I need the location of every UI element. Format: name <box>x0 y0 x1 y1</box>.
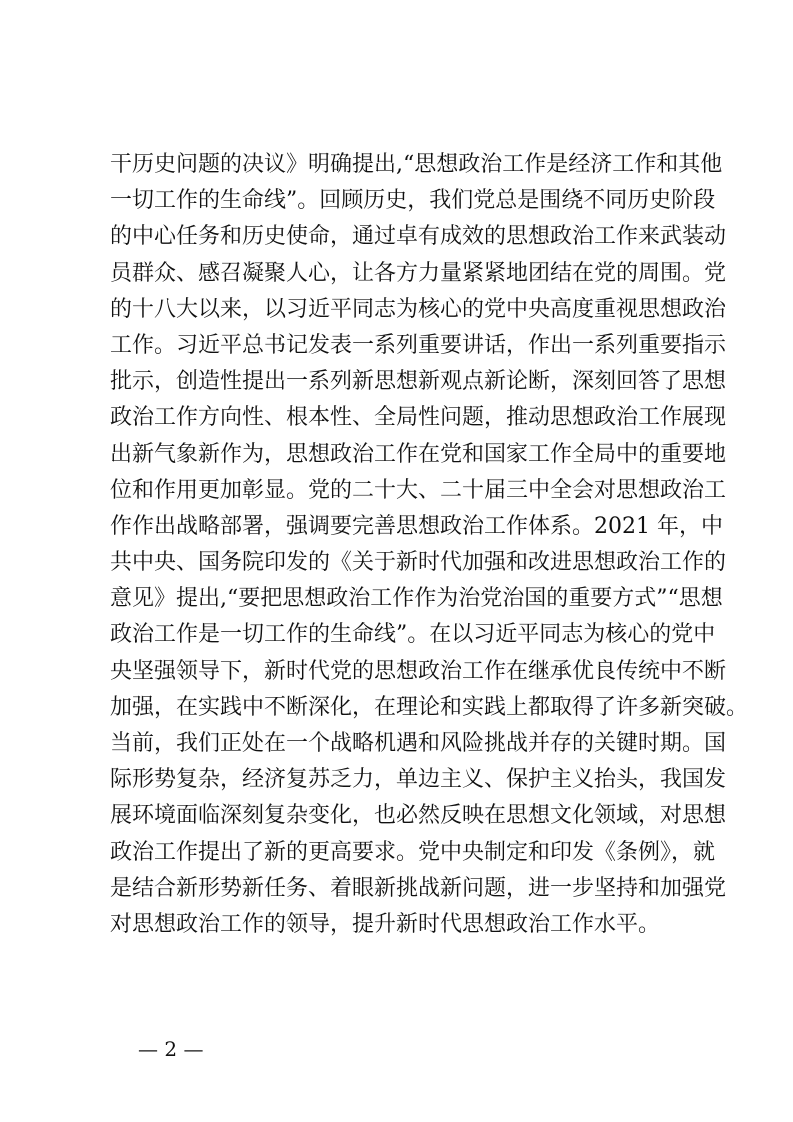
text-line: 意见》提出,“要把思想政治工作作为治党治国的重要方式”“思想 <box>110 586 723 612</box>
text-line: 加强，在实践中不断深化，在理论和实践上都取得了许多新突破。 <box>110 694 749 720</box>
text-line: 对思想政治工作的领导，提升新时代思想政治工作水平。 <box>110 911 661 937</box>
text-line: 央坚强领导下，新时代党的思想政治工作在继承优良传统中不断 <box>110 658 727 684</box>
text-line: 位和作用更加彰显。党的二十大、二十届三中全会对思想政治工 <box>110 477 727 503</box>
text-line: 工作。习近平总书记发表一系列重要讲话，作出一系列重要指示 <box>110 332 727 358</box>
text-line: 是结合新形势新任务、着眼新挑战新问题，进一步坚持和加强党 <box>110 875 727 901</box>
text-line: 展环境面临深刻复杂变化，也必然反映在思想文化领域，对思想 <box>110 803 727 829</box>
text-line: 员群众、感召凝聚人心，让各方力量紧紧地团结在党的周围。党 <box>110 260 727 286</box>
text-line: 的十八大以来，以习近平同志为核心的党中央高度重视思想政治 <box>110 296 727 322</box>
text-line: 政治工作是一切工作的生命线”。在以习近平同志为核心的党中 <box>110 622 716 648</box>
text-line: 政治工作方向性、根本性、全局性问题，推动思想政治工作展现 <box>110 405 727 431</box>
text-line: 当前，我们正处在一个战略机遇和风险挑战并存的关键时期。国 <box>110 731 727 756</box>
body-paragraph <box>110 147 749 943</box>
text-line: 作作出战略部署，强调要完善思想政治工作体系。2021 年，中 <box>110 513 723 539</box>
text-line: 的中心任务和历史使命，通过卓有成效的思想政治工作来武装动 <box>110 224 727 250</box>
page-number: — 2 — <box>138 1037 204 1061</box>
text-line: 际形势复杂，经济复苏乏力，单边主义、保护主义抬头，我国发 <box>110 767 727 793</box>
text-line: 共中央、国务院印发的《关于新时代加强和改进思想政治工作的 <box>110 550 727 576</box>
text-line: 一切工作的生命线”。回顾历史，我们党总是围绕不同历史阶段 <box>110 188 716 214</box>
text-line: 出新气象新作为，思想政治工作在党和国家工作全局中的重要地 <box>110 441 727 467</box>
text-line: 批示，创造性提出一系列新思想新观点新论断，深刻回答了思想 <box>110 369 727 395</box>
text-line: 干历史问题的决议》明确提出,“思想政治工作是经济工作和其他 <box>110 152 723 177</box>
text-line: 政治工作提出了新的更高要求。党中央制定和印发《条例》，就 <box>110 839 716 865</box>
